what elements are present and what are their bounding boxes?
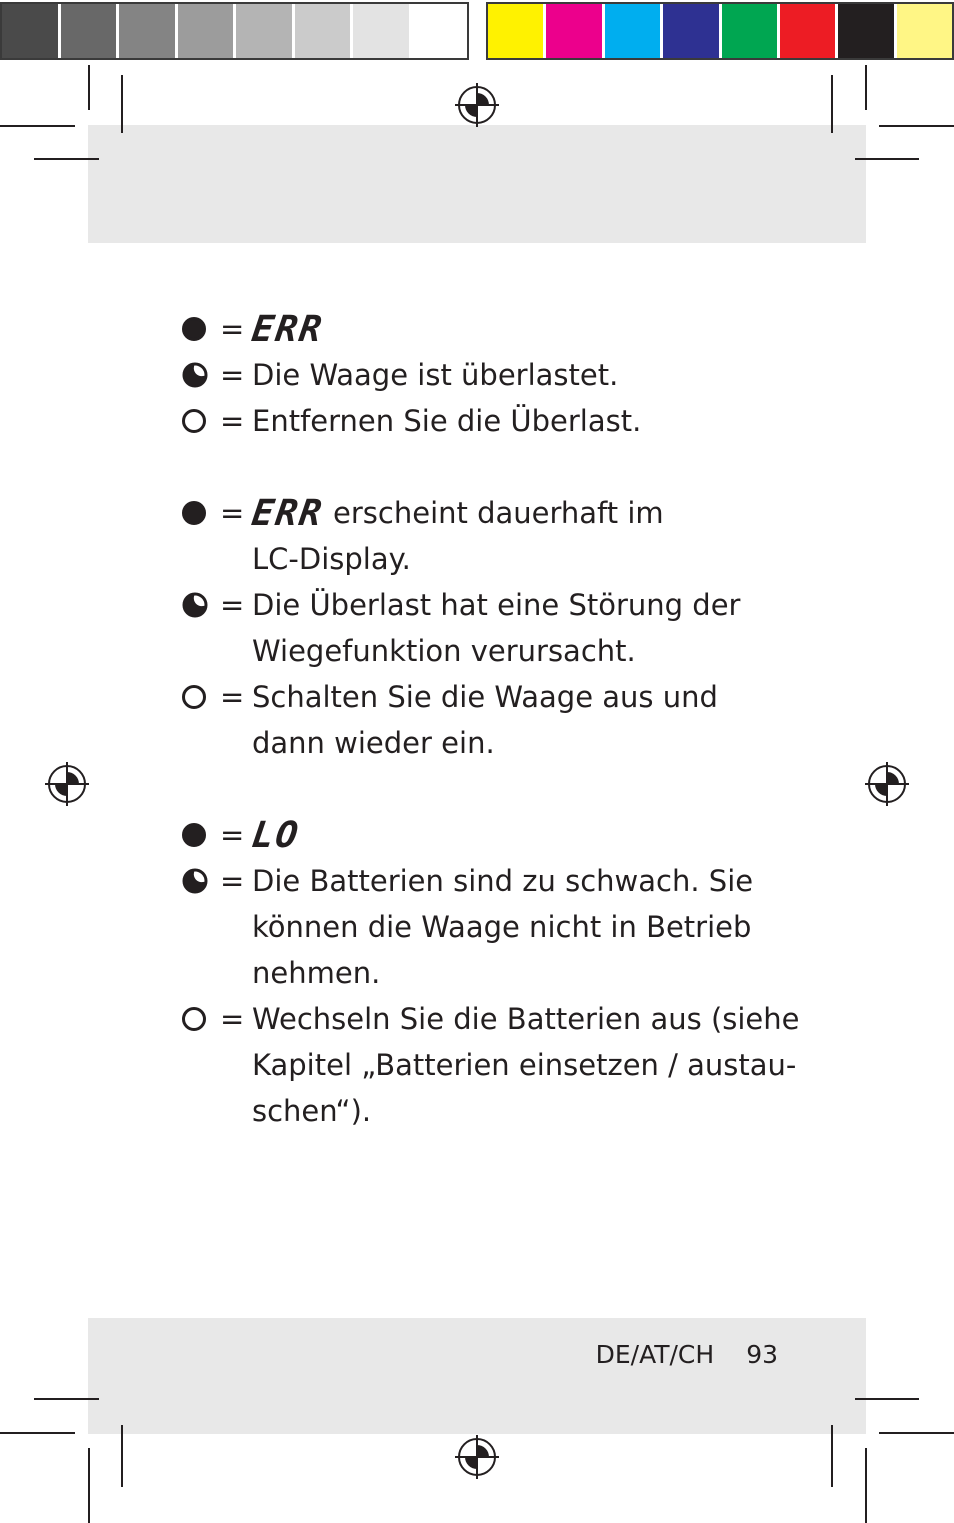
crop-mark [0,1432,75,1434]
equals-sign: = [220,588,245,622]
empty-circle-icon [182,996,212,1042]
list-item [182,812,802,858]
crop-mark [34,1398,99,1400]
page-footer [596,1340,778,1369]
crop-mark [879,125,954,127]
crop-mark [121,75,123,133]
message-group [182,812,802,1134]
registration-mark-icon [865,762,909,806]
message-text [249,306,802,352]
message-text [249,812,802,858]
gray-swatch [61,4,120,58]
gray-swatch [2,4,61,58]
equals-sign: = [220,404,245,438]
equals-sign: = [220,818,245,852]
list-item [182,352,802,398]
crop-mark [831,1425,833,1487]
gray-swatch [178,4,237,58]
half-filled-circle-icon [182,858,212,904]
crop-mark [88,65,90,110]
equals-sign: = [220,1002,245,1036]
crop-mark [831,75,833,133]
gray-swatch [236,4,295,58]
color-swatch [897,4,952,58]
equals-sign: = [220,358,245,392]
color-calibration-bar [486,2,954,60]
filled-circle-icon [182,306,212,352]
message-text: Entfernen Sie die Überlast. [252,404,642,438]
region-label: DE/AT/CH [595,1340,715,1369]
gray-swatch [119,4,178,58]
equals-sign: = [220,496,245,530]
list-item [182,398,802,444]
color-swatch [605,4,663,58]
half-filled-circle-icon [182,352,212,398]
crop-mark [865,65,867,110]
color-swatch [780,4,838,58]
crop-mark [855,1398,919,1400]
equals-sign: = [220,680,245,714]
gray-swatch [295,4,354,58]
lcd-display-code: ERR [249,309,326,350]
registration-mark-icon [455,1435,499,1479]
lcd-display-code: ERR [249,493,326,534]
troubleshooting-list [182,306,802,1180]
footer-band [88,1318,866,1434]
header-band [88,125,866,243]
gray-swatch [412,4,468,58]
message-group [182,306,802,444]
message-text: Die Überlast hat eine Störung der Wiegefunktion verursacht. [252,588,741,668]
filled-circle-icon [182,812,212,858]
message-group [182,490,802,766]
lcd-display-code: LO [249,815,303,856]
color-swatch [722,4,780,58]
list-item [182,306,802,352]
color-swatch [546,4,604,58]
color-swatch [838,4,896,58]
color-swatch [663,4,721,58]
crop-mark [121,1425,123,1487]
crop-mark [865,1448,867,1523]
registration-mark-icon [455,83,499,127]
list-item [182,582,802,674]
crop-mark [88,1448,90,1523]
equals-sign: = [220,312,245,346]
message-text: Wechseln Sie die Batterien aus (siehe Kapitel „Batterien einsetzen / austau- schen“). [252,1002,800,1128]
color-swatch [488,4,546,58]
half-filled-circle-icon [182,582,212,628]
message-text: Die Waage ist überlastet. [252,358,619,392]
crop-mark [855,158,919,160]
crop-mark [0,125,75,127]
registration-mark-icon [45,762,89,806]
list-item [182,858,802,996]
gray-calibration-bar [0,2,469,60]
message-text: ERR erscheint dauerhaft im LC-Display. [249,493,664,576]
page-number: 93 [746,1340,778,1369]
filled-circle-icon [182,490,212,536]
gray-swatch [353,4,412,58]
crop-mark [34,158,99,160]
message-text: Die Batterien sind zu schwach. Sie können die Waage nicht in Betrieb nehmen. [252,864,754,990]
equals-sign: = [220,864,245,898]
list-item [182,674,802,766]
empty-circle-icon [182,674,212,720]
message-text: Schalten Sie die Waage aus und dann wieder ein. [252,680,718,760]
crop-mark [879,1432,954,1434]
empty-circle-icon [182,398,212,444]
list-item [182,490,802,582]
list-item [182,996,802,1134]
